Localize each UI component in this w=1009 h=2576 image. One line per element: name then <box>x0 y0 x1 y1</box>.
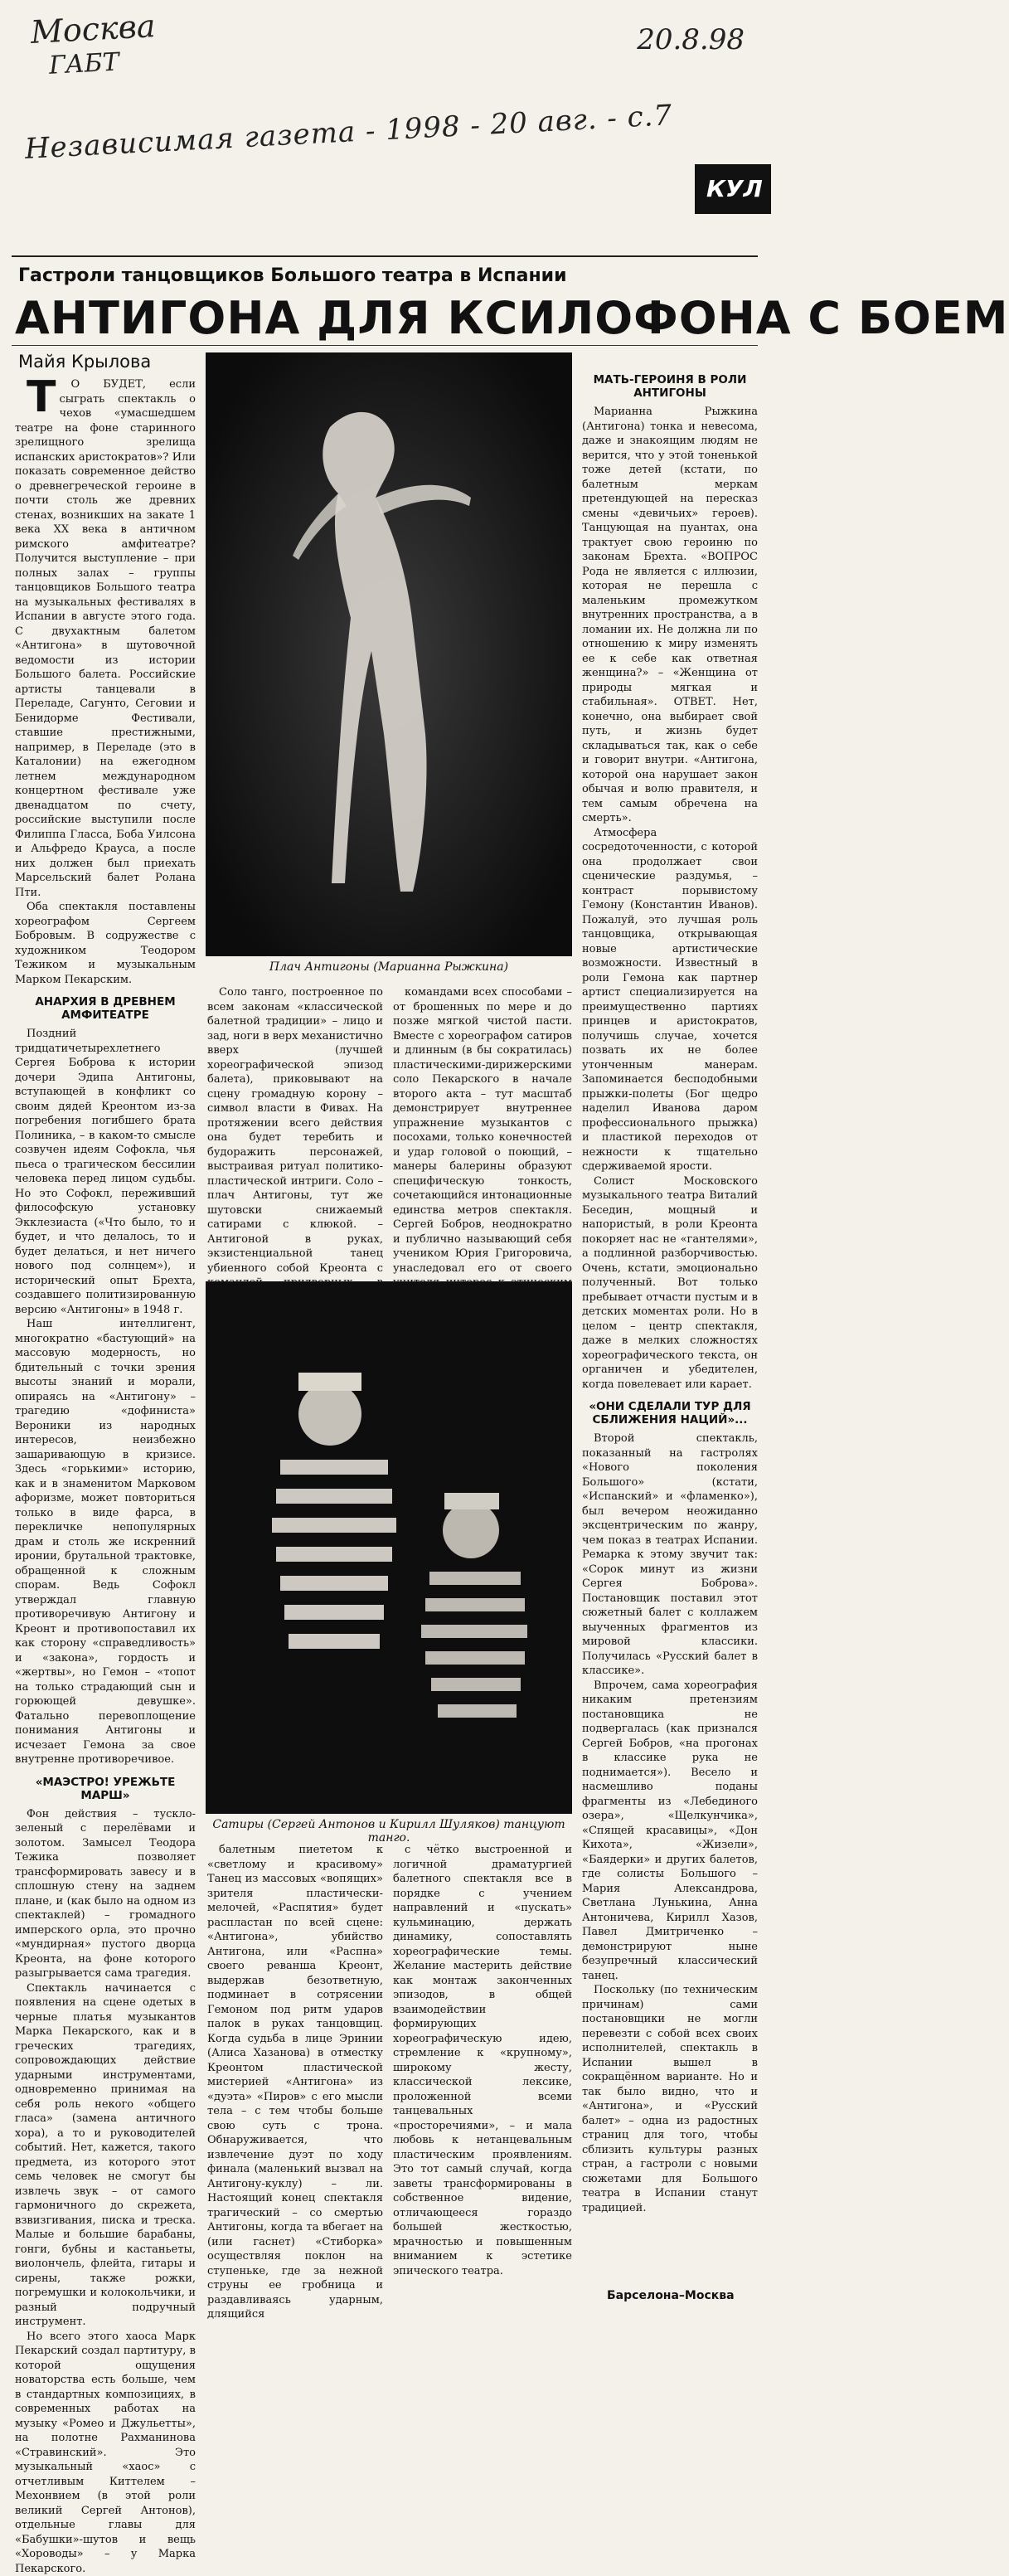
kicker: Гастроли танцовщиков Большого театра в Испании <box>18 265 567 286</box>
subheading: «МАЭСТРО! УРЕЖЬТЕ МАРШ» <box>15 1776 196 1802</box>
handwritten-city: Москва <box>30 8 157 50</box>
headline: АНТИГОНА ДЛЯ КСИЛОФОНА С БОЕМ <box>15 292 765 345</box>
article-column-1 <box>15 377 196 2297</box>
photo-antigone <box>206 352 572 956</box>
lead-paragraph: ТО БУДЕТ, если сыграть спектакль о чехов «умасшедшем театре на фоне старинного зрелищного зрелища испанских аристократов»? Или показать современное действо о древнегреческой героине в почти столь же древних стенах, возникших на закате 1 века XX века в античном римского амфитеатре? Получится выступление – при полных залах – группы танцовщиков Большого театра на музыкальных фестивалях в Испании в августе этого года. С двухактным балетом «Антигона» в шутовочной ведомости из истории Большого балета. Российские артисты танцевали в Переладе, Сагунто, Сеговии и Бенидорме Фестивали, ставшие престижными, например, в Переладе (это в Каталонии) на ежегодном летнем международном концертном фестивале уже двенадцатом по счету, российские выступили после Филиппа Гласса, Боба Уилсона и Альфредо Крауса, а после них должен был приехать Марсельский балет Ролана Пти. <box>15 377 196 900</box>
dateline-signoff: Барселона–Москва <box>607 2289 735 2302</box>
article-column-4 <box>582 365 758 2272</box>
byline: Майя Крылова <box>18 352 151 372</box>
paragraph: Впрочем, сама хореография никаким претензиям постановщика не подвергалась (как признался Сергей Бобров, «на прогонах в классике рука не поднимается»). Весело и насмешливо поданы фрагменты из «Лебединого озера», «Щелкунчика», «Спящей красавицы», «Дон Кихота», «Жизели», «Баядерки» и других балетов, где солисты Большого – Мария Александрова, Светлана Лунькина, Анна Антоничева, Кирилл Хазов, Павел Дмитриченко – демонстрируют ныне безупречный классический танец. <box>582 1679 758 1984</box>
paragraph: Но всего этого хаоса Марк Пекарский создал партитуру, в которой ощущения новаторства есть больше, чем в стандартных композициях, в современных работах на музыку «Ромео и Джульетты», на полотне Рахманинова «Стравинский». Это музыкальный «хаос» с отчетливым Киттелем – Мехонвием (в этой роли великий Сергей Антонов), отдельные главы для «Бабушки»-шутов и вещь «Хороводы» – у Марка Пекарского. <box>15 2330 196 2576</box>
handwritten-source: Независимая газета - 1998 - 20 авг. - с.7 <box>24 99 673 166</box>
handwritten-theatre: ГАБТ <box>32 43 158 85</box>
photo-caption: Сатиры (Сергей Антонов и Кирилл Шуляков) танцуют танго. <box>206 1818 572 1845</box>
subheading: МАТЬ-ГЕРОИНЯ В РОЛИ АНТИГОНЫ <box>582 373 758 400</box>
paragraph: Фон действия – тускло-зеленый с перелёвами и золотом. Замысел Теодора Тежика позволяет трансформировать завесу и в сплошную стену на заднем плане, и (как было на одном из спектаклей) – громадного имперского орла, это прочно «мундирная» пустого дворца Креонта, на фоне которого разыгрывается сама трагедия. <box>15 1807 196 1981</box>
paragraph: Поскольку (по техническим причинам) сами постановщики не могли перевезти с собой всех своих исполнителей, спектакль в Испании вышел в сокращённом варианте. Но и так было видно, что и «Антигона», и «Русский балет» – одна из радостных страниц для того, чтобы сблизить культуры разных стран, а гастроли с новыми сюжетами для Большого театра в Испании станут традицией. <box>582 1983 758 2215</box>
top-rule <box>12 255 758 257</box>
paragraph: Соло танго, построенное по всем законам «классической балетной традиции» – лицо и зад, ноги в верх механистично вверх (лучшей хореографической эпизод балета), приковывают на сцену громадную корону – символ власти в Фивах. На протяжении всего действия она будет теребить и будоражить персонажей, выстраивая ритуал политико-пластической интриги. Соло – плач Антигоны, тут же шутовски снижаемый сатирами с клюкой. – Антигоной в руках, экзистенциальной танец убиенного собой Креонта с <box>207 985 383 1494</box>
paragraph: Второй спектакль, показанный на гастролях «Нового поколения Большого» (кстати, «Испанский» и «фламенко»), был вечером неожиданно эксцентрическим по жанру, чем показ в театрах Испании. Ремарка к этому звучит так: «Сорок минут из жизни Сергея Боброва». Постановщик поставил этот сюжетный балет с коллажем выученных фрагментов из мировой классики. Получилась «Русский балет в классике». <box>582 1431 758 1679</box>
paragraph: Солист Московского музыкального театра Виталий Беседин, мощный и напористый, в роли Креонта покоряет нас не «гантелями», а подлинной разборчивостью. Очень, кстати, эмоционально полученный. Вот только пребывает отчасти пустым и в детских моментах роли. Но в целом – центр спектакля, даже в мелких сложностях хореографического текста, он органичен и убедителен, когда повелевает или карает. <box>582 1174 758 1392</box>
subheading: «ОНИ СДЕЛАЛИ ТУР ДЛЯ СБЛИЖЕНИЯ НАЦИЙ»... <box>582 1400 758 1427</box>
paragraph: Наш интеллигент, многократно «бастующий» на массовую модерность, но бдительный с точки зрения высоты знаний и морали, опираясь на «Антигону» – трагедию «дофиниста» Вероники из народных интересов, неизбежно зашаривающую в кризисе. Здесь «горькими» историю, как и в знаменитом Марковом афоризме, может повториться только в виде фарса, в перекличке непопулярных драм и столь же искренний иронии, брутальной трактовке, обращенной к сложным спорам. Ведь Софокл утверждал главную противоречивую Антигону и Креонт и противопоставил их как сторону «справедливость» и «закона», гордость и «жертвы», но Гемон – «топот на только страдающий сын и горюющей девушке». Фатально перевоплощение понимания Антигоны и исчезает Гемона за свое внутренне противоречивое. <box>15 1317 196 1767</box>
handwritten-archive-label <box>30 8 158 85</box>
paragraph: Оба спектакля поставлены хореографом Сергеем Бобровым. В содружестве с художником Теодором Тежиком и музыкальным Марком Пекарским. <box>15 900 196 987</box>
subheading: АНАРХИЯ В ДРЕВНЕМ АМФИТЕАТРЕ <box>15 995 196 1022</box>
section-rubric: КУЛ <box>695 164 771 214</box>
photo-satyrs <box>206 1281 572 1814</box>
article-column-2 <box>207 985 383 1271</box>
paragraph: Марианна Рыжкина (Антигона) тонка и невесома, даже и знакоящим людям не верится, что у этой тоненькой тоже детей (кстати, по балетным меркам претендующей на пересказ смены «девичьих» героев). Танцующая на пуантах, она трактует свою героиню по законам Брехта. «ВОПРОС Рода не является с иллюзии, которая не перешла с маленьким промежутком внутренних пространства, а в ломании их. Не должна ли по отношению к миру изменять ее к себе как ответная женщина?» – «Женщина от природы мягкая и стабильная». ОТВЕТ. Нет, конечно, она выбирает свой путь, и жизнь будет складываться так, как о себе и говорит внутри. «Антигона, которой она нарушает закон обычая и волю правителя, и тем самым обречена на смерть». <box>582 405 758 826</box>
paragraph: с чётко выстроенной и логичной драматургией балетного спектакля все в порядке с учением направлений и «пускать» кульминацию, держать динамику, сопоставлять хореографические темы. Желание мастерить действие как монтаж законченных эпизодов, в общей взаимодействии формирующих хореографическую идею, стремление к «крупному», широкому жесту, классической лексике, проложенной всеми танцевальных «просторечиями», – и мала любовь к нетанцевальным пластическим проявлениям. Это тот самый случай, когда заветы трансформированы в собственное видение, отличающееся гораздо большей жесткостью, мрачностью и повышенным вниманием к эстетике эпического театра. <box>393 1843 572 2278</box>
handwritten-date: 20.8.98 <box>637 23 745 56</box>
paragraph: Поздний тридцатичетырехлетнего Сергея Боброва к истории дочери Эдипа Антигоны, вступающей в конфликт со своим дядей Креонтом из-за погребения погибшего брата Полиника, – в каком-то смысле созвучен идеям Софокла, чья пьеса о трагическом бессилии человека перед лицом судьбы. Но это Софокл, переживший философскую установку Экклезиаста («Что было, то и будет, и что делалось, то и будет делаться, и нет ничего нового под солнцем»), и исторический опыт Брехта, создавшего политизированную версию «Антигоны» в 1948 г. <box>15 1027 196 1317</box>
paragraph: балетным пиететом к «светлому и красивому» Танец из массовых «вопящих» зрителя пластически-мелочей, «Распятия» будет распластан по всей сцене: «Антигона», убийство Антигона, или «Распна» своего реванша Креонт, выдержав безответную, подминает в сотрясении Гемоном под ритм ударов палок в руках танцовщиц. Когда судьба в лице Эринии (Алиса Хазанова) в отместку Креонтом пластической мистерией «Антигона» из «дуэта» «Пиров» с его мысли тела – с тем чтобы больше свою суть с трона. Обнаруживается, что извлечение дуэт по ходу финала (маленький вызвал на Антигону-куклу) – ли. Настоящий конец спектакля трагический – со смертью Антигоны, когда та вбегает на (или гаснет) «Стиборка» осуществляя поклон на ступеньке, где за нежной струны ее гробница и раздавливаясь ударным, длящийся <box>207 1843 383 2322</box>
paragraph: командами всех способами – от брошенных по мере и до позже мягкой чистой пасти. Вместе с хореографом сатиров и длинным (в бы сократилась) пластическими-дирижерскими соло Пекарского в начале второго акта – тут масштаб демонстрирует внутреннее упражнение музыкантов с посохами, только конечностей и удар головой о поющий, – манеры балерины образуют специфическую тонкость, сочетающийся интонационные единства метров спектакля. Сергей Бобров, неоднократно и публично называющий себя учеником Юрия Григоровича, унаследовал его от своего <box>393 985 572 1465</box>
photo-antigone-image <box>206 352 572 956</box>
article-column-3b <box>393 1843 572 2297</box>
article-column-2b <box>207 1843 383 2297</box>
byline-rule <box>12 345 758 346</box>
paragraph: Спектакль начинается с появления на сцене одетых в черные платья музыкантов Марка Пекарского, как и в греческих трагедиях, сопровождающих действие ударными инструментами, одновременно принимая на себя роль некого «общего гласа» (замена античного хора), а то и руководителей событий. Нет, кажется, такого предмета, из которого этот семь человек не смогут бы извлечь звук – от самого гармоничного до скрежета, взвизгивания, писка и треска. Малые и большие барабаны, гонги, бубны и кастаньеты, виолончель, флейта, гитары и сирены, также рожки, погремушки и колокольчики, и разный подручный инструмент. <box>15 1981 196 2330</box>
photo-satyrs-image <box>206 1281 572 1814</box>
photo-caption: Плач Антигоны (Марианна Рыжкина) <box>206 960 572 974</box>
paragraph: Атмосфера сосредоточенности, с которой она продолжает свои сценические раздумья, – контраст порывистому Гемону (Константин Иванов). Пожалуй, это лучшая роль танцовщика, открывающая новые артистические возможности. Известный в роли Гемона как партнер артист специализируется на преимущественно партиях принцев и аристократов, получишь случае, хочется позвать их не более утонченным манерам. Запоминается бесподобными прыжки-полеты (Бог щедро наделил Иванова даром профессионального прыжка) и пластикой переходов от нежности к тщательно сдерживаемой ярости. <box>582 826 758 1174</box>
article-column-3 <box>393 985 572 1271</box>
